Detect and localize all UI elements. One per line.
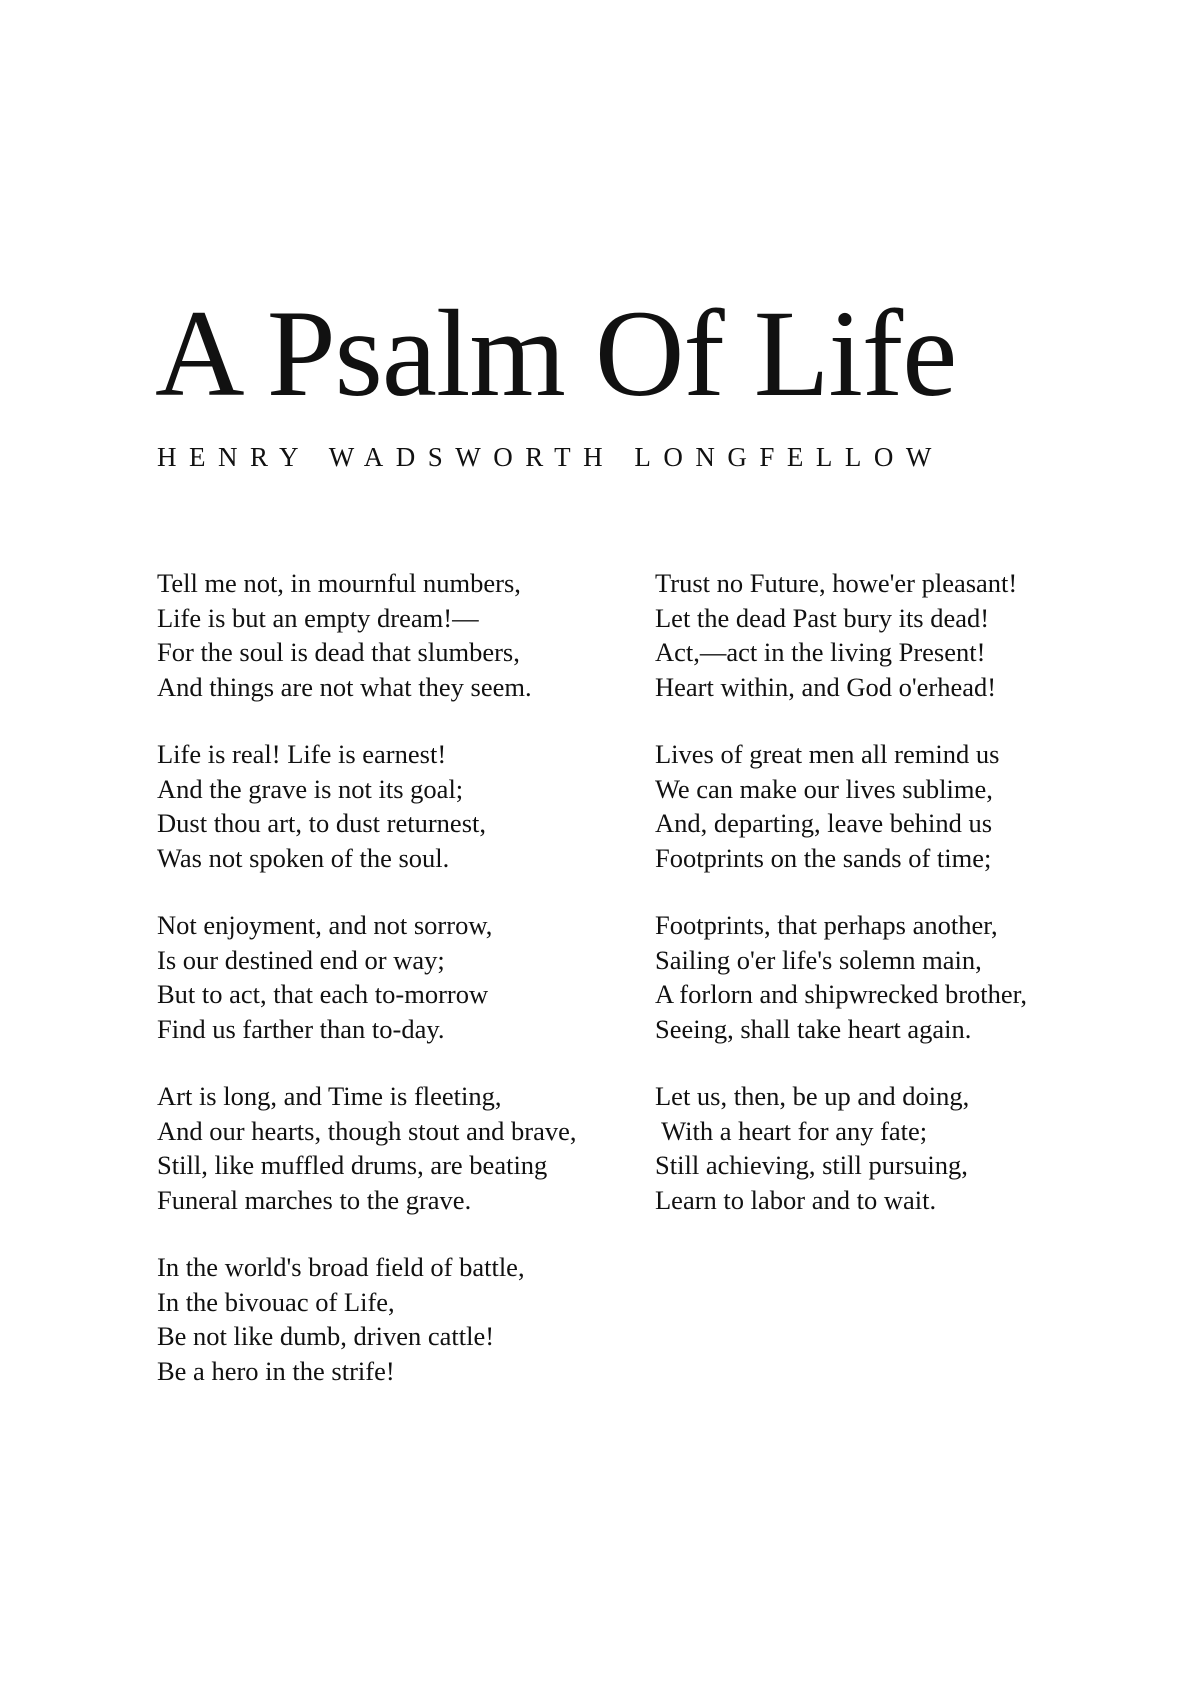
stanza [157, 908, 597, 1046]
stanza [655, 566, 1095, 704]
poem-line: Life is real! Life is earnest! [157, 739, 447, 769]
poem-line: With a heart for any fate; [655, 1115, 928, 1146]
poem-line: Not enjoyment, and not sorrow, [157, 910, 493, 940]
poem-line: For the soul is dead that slumbers, [157, 637, 520, 667]
stanza [655, 737, 1095, 875]
poem-line: We can make our lives sublime, [655, 773, 993, 804]
stanza [157, 566, 597, 704]
stanza [157, 1079, 597, 1217]
stanza [157, 737, 597, 875]
poem-line: Learn to labor and to wait. [655, 1184, 937, 1215]
poem-line: A forlorn and shipwrecked brother, [655, 979, 1028, 1009]
poem-line: Funeral marches to the grave. [157, 1184, 472, 1215]
poem-line: And, departing, leave behind us [655, 808, 993, 838]
poem-line: Is our destined end or way; [157, 944, 445, 975]
poem-line: In the world's broad field of battle, [157, 1252, 525, 1282]
poem-line: Tell me not, in mournful numbers, [157, 568, 521, 598]
poem-line: And the grave is not its goal; [157, 773, 464, 804]
poem-line: But to act, that each to-morrow [157, 979, 489, 1009]
poem-author: HENRY WADSWORTH LONGFELLOW [157, 442, 944, 472]
poem-line: Footprints on the sands of time; [655, 842, 992, 873]
poem-line: Footprints, that perhaps another, [655, 910, 998, 940]
poem-column-right [655, 566, 1095, 1250]
poem-line: Still, like muffled drums, are beating [157, 1150, 548, 1180]
poem-line: Heart within, and God o'erhead! [655, 671, 997, 702]
poem-line: In the bivouac of Life, [157, 1286, 395, 1317]
poem-line: Let the dead Past bury its dead! [655, 602, 990, 633]
poem-line: Dust thou art, to dust returnest, [157, 808, 486, 838]
poem-line: Be a hero in the strife! [157, 1355, 395, 1386]
poem-line: Seeing, shall take heart again. [655, 1013, 972, 1044]
poem-line: Life is but an empty dream!— [157, 602, 479, 633]
poem-line: Trust no Future, howe'er pleasant! [655, 568, 1018, 598]
poem-column-left [157, 566, 597, 1421]
stanza [655, 1079, 1095, 1217]
poem-line: Find us farther than to-day. [157, 1013, 445, 1044]
poem-line: And our hearts, though stout and brave, [157, 1115, 577, 1146]
poem-title: A Psalm Of Life [155, 285, 957, 422]
poem-line: And things are not what they seem. [157, 671, 532, 702]
poem-line: Act,—act in the living Present! [655, 637, 986, 667]
poem-line: Art is long, and Time is fleeting, [157, 1081, 502, 1111]
poem-line: Still achieving, still pursuing, [655, 1150, 968, 1180]
stanza [157, 1250, 597, 1388]
poem-line: Let us, then, be up and doing, [655, 1081, 970, 1111]
stanza [655, 908, 1095, 1046]
poem-line: Lives of great men all remind us [655, 739, 1000, 769]
poem-line: Was not spoken of the soul. [157, 842, 450, 873]
poem-line: Be not like dumb, driven cattle! [157, 1321, 495, 1351]
poem-line: Sailing o'er life's solemn main, [655, 944, 982, 975]
